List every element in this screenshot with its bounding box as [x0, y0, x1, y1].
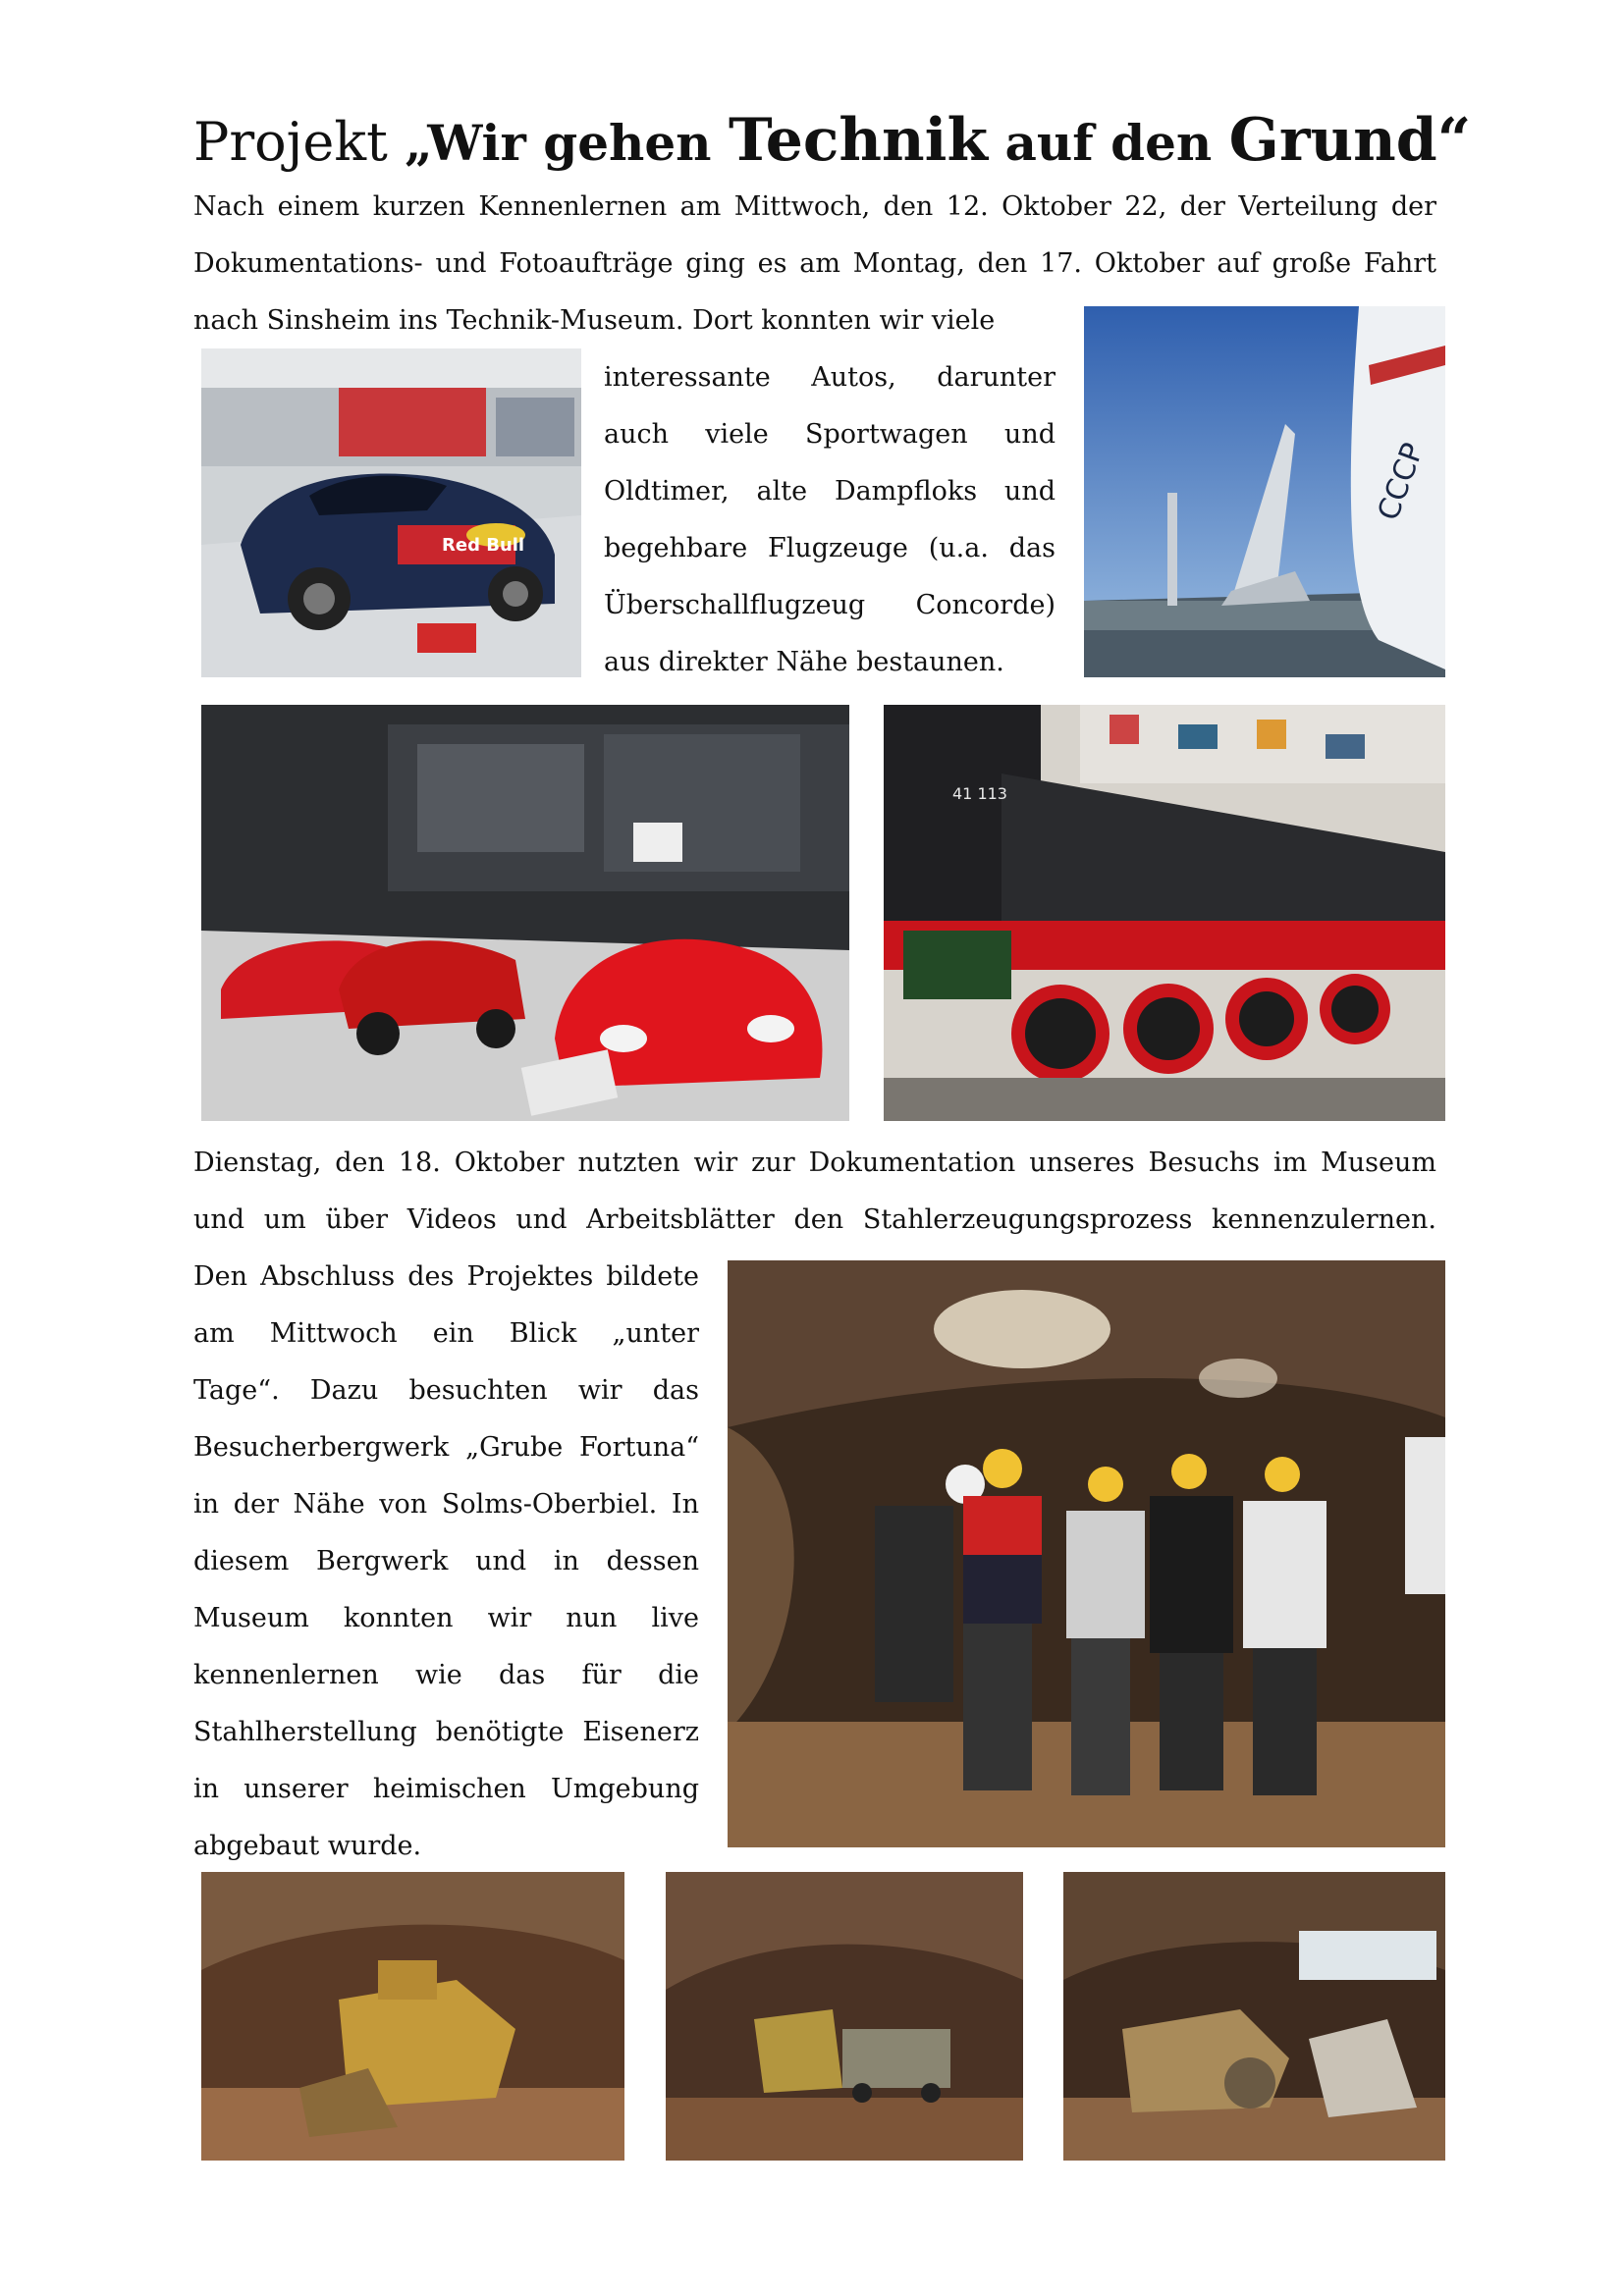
paragraph-line: Überschallflugzeug Concorde) — [604, 590, 1056, 620]
paragraph-line: Museum konnten wir nun live — [193, 1603, 699, 1633]
title-part: „Wir gehen — [404, 114, 729, 172]
car-livery-text: Red Bull — [442, 535, 525, 556]
steam-locomotive-photo — [884, 705, 1445, 1121]
paragraph-line: interessante Autos, darunter — [604, 362, 1056, 393]
concorde-photo — [1084, 306, 1445, 677]
paragraph-line: begehbare Flugzeuge (u.a. das — [604, 533, 1056, 563]
paragraph-line: in der Nähe von Solms-Oberbiel. In — [193, 1489, 699, 1520]
paragraph-line: Oldtimer, alte Dampfloks und — [604, 476, 1056, 507]
title-part: auf den — [988, 114, 1229, 172]
paragraph-line: Tage“. Dazu besuchten wir das — [193, 1375, 699, 1406]
paragraph-line: Besucherbergwerk „Grube Fortuna“ — [193, 1432, 699, 1463]
race-car-photo — [201, 348, 581, 677]
mine-loader-photo-2 — [1063, 1872, 1445, 2161]
paragraph-line: Den Abschluss des Projektes bildete — [193, 1261, 699, 1292]
classic-cars-photo — [201, 705, 849, 1121]
paragraph-line: in unserer heimischen Umgebung — [193, 1774, 699, 1804]
paragraph-line: Nach einem kurzen Kennenlernen am Mittwoch, den 12. Oktober 22, der Verteilung der — [193, 191, 1436, 222]
title-part: Projekt — [193, 111, 405, 173]
mine-loader-photo-1 — [201, 1872, 624, 2161]
paragraph-line: diesem Bergwerk und in dessen — [193, 1546, 699, 1576]
paragraph-line: Dienstag, den 18. Oktober nutzten wir zur Dokumentation unseres Besuchs im Museum — [193, 1148, 1436, 1178]
aircraft-marking: СССР — [1371, 438, 1432, 525]
locomotive-number: 41 113 — [952, 784, 1007, 803]
paragraph-line: am Mittwoch ein Blick „unter — [193, 1318, 699, 1349]
paragraph-line: Stahlherstellung benötigte Eisenerz — [193, 1717, 699, 1747]
paragraph-line: nach Sinsheim ins Technik-Museum. Dort konnten wir viele — [193, 305, 996, 336]
paragraph-line: und um über Videos und Arbeitsblätter den Stahlerzeugungsprozess kennenzulernen. — [193, 1204, 1436, 1235]
paragraph-line: aus direkter Nähe bestaunen. — [604, 647, 1004, 677]
page-title — [193, 106, 1471, 178]
title-part: Grund“ — [1228, 106, 1472, 175]
mine-cart-photo — [666, 1872, 1023, 2161]
paragraph-line: kennenlernen wie das für die — [193, 1660, 699, 1690]
paragraph-line: Dokumentations- und Fotoaufträge ging es am Montag, den 17. Oktober auf große Fahrt — [193, 248, 1436, 279]
paragraph-line: auch viele Sportwagen und — [604, 419, 1056, 450]
title-part: Technik — [728, 106, 989, 175]
paragraph-line: abgebaut wurde. — [193, 1831, 422, 1861]
mine-group-photo — [728, 1260, 1445, 1847]
